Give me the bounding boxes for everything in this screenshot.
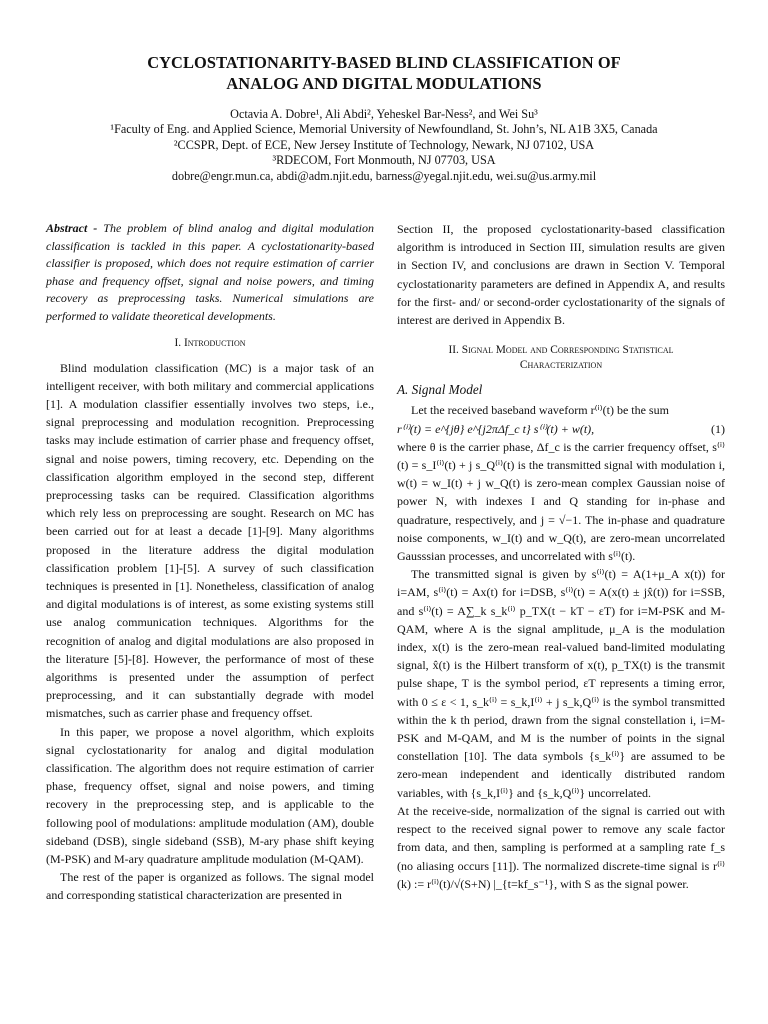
intro-paragraph-3: The rest of the paper is organized as follows. The signal model and corresponding statistical characterization are presented in (46, 870, 374, 903)
affiliation-1: ¹Faculty of Eng. and Applied Science, Memorial University of Newfoundland, St. John’s, NL A1B 3X5, Canada (110, 122, 658, 137)
equation-1-number: (1) (711, 421, 725, 436)
section-heading-signal-model (397, 343, 725, 373)
right-column (397, 220, 725, 893)
subsection-heading-signal-model: A. Signal Model (397, 382, 483, 398)
intro-paragraph-2: In this paper, we propose a novel algorithm, which exploits signal cyclostationarity for analog and digital modulation classification. The algorithm does not require estimation of carrier phase, frequency offset, signal and noise powers, and timing recovery in the preprocessing step, and is applicable to the following pool of modulations: amplitude modulation (AM), double sideband (DSB), single sideband (SSB), M-ary phase shift keying (M-PSK) and M-ary quadrature amplitude modulation (M-QAM). (46, 724, 374, 867)
author-emails: dobre@engr.mun.ca, abdi@adm.njit.edu, barness@yegal.njit.edu, wei.su@us.army.mil (171, 168, 597, 183)
signal-model-paragraph-1: where θ is the carrier phase, Δf_c is the carrier frequency offset, s⁽ⁱ⁾(t) = s_I⁽ⁱ⁾(t) + j s_Q⁽ⁱ⁾(t) is the transmitted signal with modulation i, w(t) = w_I(t) + j w_Q(t) is zero-mean complex Gaussian noise of power N, with indexes I and Q standing for in-phase and quadrature, respectively, and j = √−1. The in-phase and quadrature noise components, w_I(t) and w_Q(t), are zero-mean uncorrelated Gausssian processes, and uncorrelated with s⁽ⁱ⁾(t). (397, 439, 725, 564)
left-column (46, 220, 374, 905)
intro-paragraph-1: Blind modulation classification (MC) is a major task of an intelligent receiver, with both military and commercial applications [1]. A modulation classifier essentially involves two steps, i.e., signal preprocessing and modulation recognition. Preprocessing tasks may include estimation of carrier phase and frequency offset, signal and noise powers, timing recovery, etc. Depending on the classification algorithm employed in the second step, different preprocessing tasks can be required. Classification algorithms which rely less on preprocessing are sought. Research on MC has been carried out for at least a decade [1]-[9]. Many algorithms proposed in the literature address the digital modulation classification problem [1]-[5]. A survey of such classification techniques is presented in [1]. Nonetheless, classification of analog and digital modulations is of interest, as some existing systems still use analog communication techniques. Algorithms for the recognition of analog and digital modulations are also proposed in the literature [5]-[8]. However, the performance of most of these algorithms is presented under the assumption of perfect preprocessing, and it can substantially degrade with model mismatches, such as carrier phase and frequency offset. (46, 360, 374, 721)
title-line-2: ANALOG AND DIGITAL MODULATIONS (226, 74, 542, 93)
author-block (40, 107, 728, 184)
signal-model-paragraph-2: The transmitted signal is given by s⁽ⁱ⁾(t) = A(1+μ_A x(t)) for i=AM, s⁽ⁱ⁾(t) = Ax(t) for i=DSB, s⁽ⁱ⁾(t) = A(x(t) ± jx̂(t)) for i=SSB, and s⁽ⁱ⁾(t) = A∑_k s_k⁽ⁱ⁾ p_TX(t − kT − εT) for i=M-PSK and M-QAM, where A is the signal amplitude, μ_A is the modulation index, x(t) is the zero-mean real-valued band-limited modulating signal, x̂(t) is the Hilbert transform of x(t), p_TX(t) is the transmit pulse shape, T is the symbol period, εT represents a timing error, with 0 ≤ ε < 1, s_k⁽ⁱ⁾ = s_k,I⁽ⁱ⁾ + j s_k,Q⁽ⁱ⁾ is the symbol transmitted within the k th period, drawn from the signal constellation i, i=M-PSK and M-QAM, and M is the number of points in the signal constellation [10]. The data symbols {s_k⁽ⁱ⁾} are assumed to be zero-mean independent and identically distributed random variables, with {s_k,I⁽ⁱ⁾} and {s_k,Q⁽ⁱ⁾} uncorrelated. (397, 567, 725, 800)
equation-1 (397, 420, 725, 438)
section-heading-line-2: Characterization (519, 359, 603, 372)
intro-paragraph-3-continued: Section II, the proposed cyclostationarity-based classification algorithm is introduced in Section III, simulation results are given in Section IV, and conclusions are drawn in Section V. Temporal cyclostationarity parameters are defined in Appendix A, and results for the first- and/ or second-order cyclostationarity of the signals of interest are derived in Appendix B. (397, 222, 725, 328)
abstract (46, 220, 374, 326)
abstract-text: The problem of blind analog and digital modulation classification is tackled in this paper. A cyclostationarity-based classifier is proposed, which does not require estimation of carrier phase and frequency offset, signal and noise powers, and timing recovery as preprocessing tasks. Numerical simulations are performed to validate theoretical developments. (46, 221, 374, 323)
signal-model-lead: Let the received baseband waveform r⁽ⁱ⁾(t) be the sum (411, 403, 669, 418)
affiliation-2: ²CCSPR, Dept. of ECE, New Jersey Institute of Technology, Newark, NJ 07102, USA (173, 137, 595, 152)
affiliation-3: ³RDECOM, Fort Monmouth, NJ 07703, USA (272, 153, 496, 168)
title-line-1: CYCLOSTATIONARITY-BASED BLIND CLASSIFICATION OF (147, 53, 621, 72)
abstract-label: Abstract - (46, 221, 98, 235)
section-heading-line-1: II. Signal Model and Corresponding Statistical (448, 344, 674, 357)
signal-model-paragraph-3: At the receive-side, normalization of the signal is carried out with respect to the received signal power to remove any scale factor from data, and then, sampling is performed at a sampling rate f_s (no aliasing occurs [11]). The normalized discrete-time signal is r⁽ⁱ⁾(k) := r⁽ⁱ⁾(t)/√(S+N) |_{t=kf_s⁻¹}, with S as the signal power. (397, 803, 725, 891)
paper-title (60, 52, 708, 94)
author-names: Octavia A. Dobre¹, Ali Abdi², Yeheskel Bar-Ness², and Wei Su³ (230, 107, 538, 121)
section-heading-introduction: I. Introduction (174, 336, 246, 349)
equation-1-body: r⁽ⁱ⁾(t) = e^{jθ} e^{j2πΔf_c t} s⁽ⁱ⁾(t) + w(t), (397, 421, 595, 436)
